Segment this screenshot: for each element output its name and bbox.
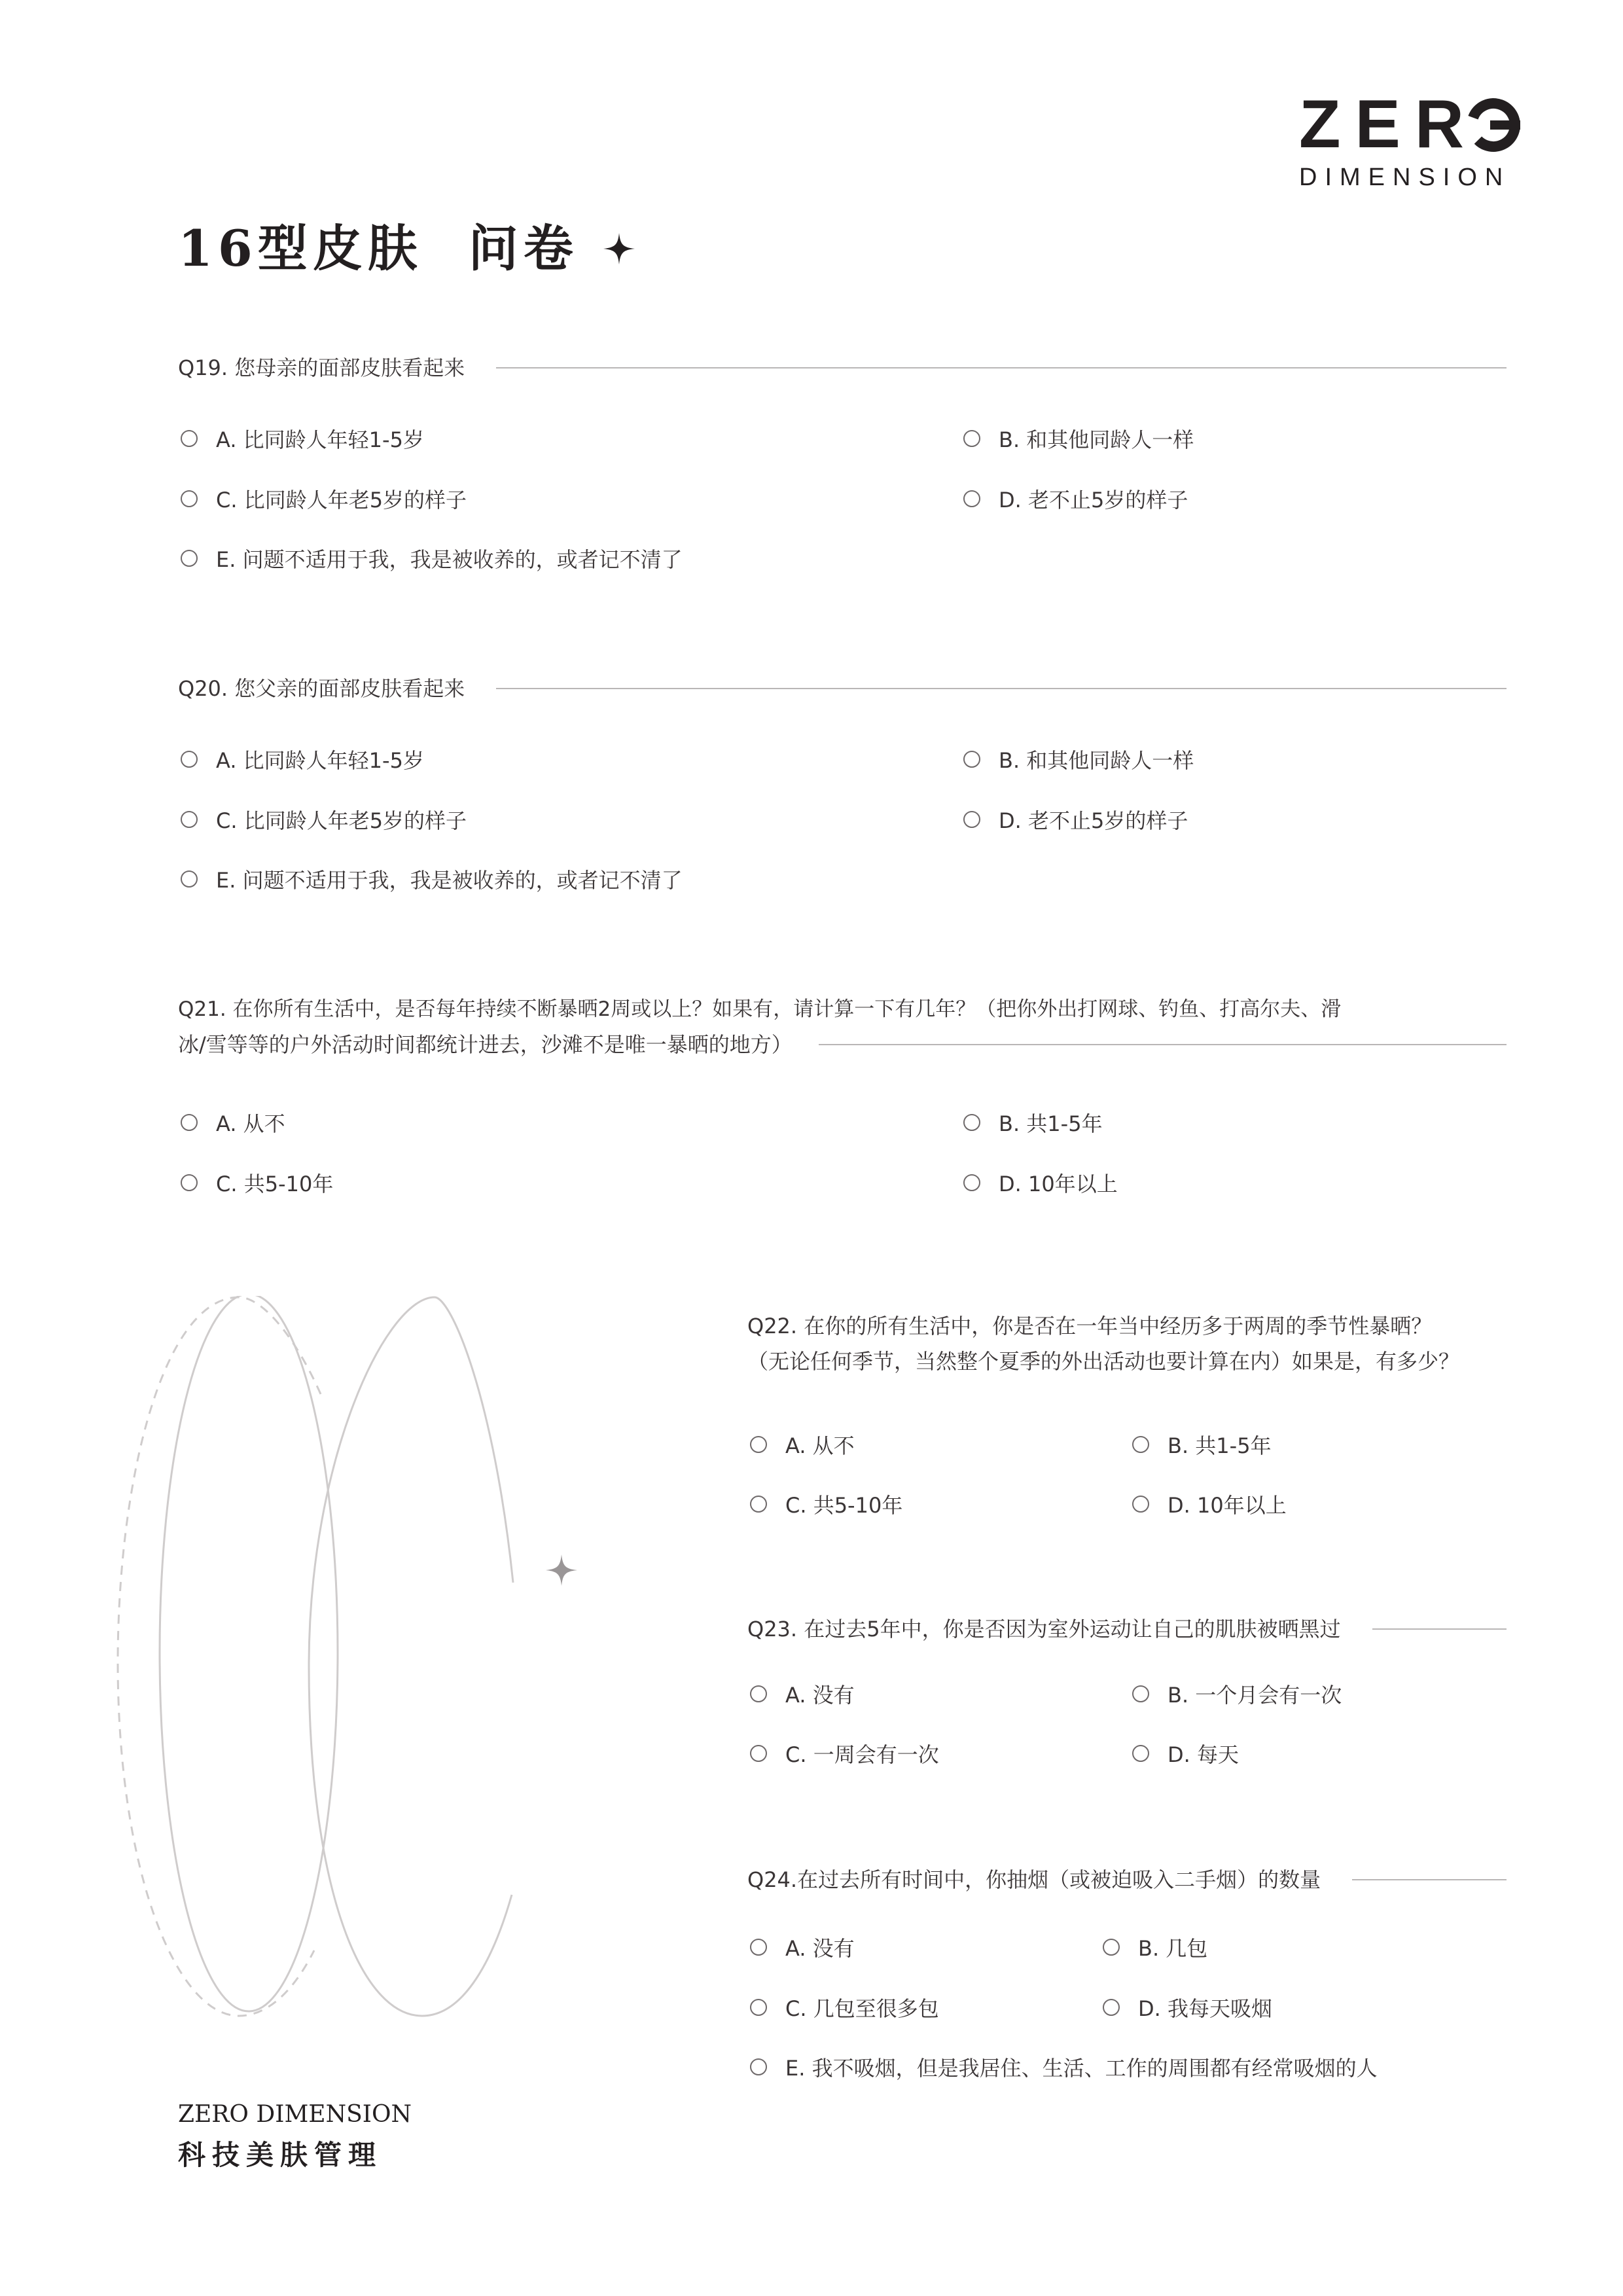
option-q22-b[interactable] [1132, 1428, 1272, 1461]
option-q20-c[interactable] [181, 803, 467, 836]
option-q24-e[interactable] [750, 2051, 1378, 2083]
option-q23-b[interactable] [1132, 1677, 1342, 1710]
option-q21-b[interactable] [963, 1106, 1103, 1139]
option-q20-b[interactable] [963, 743, 1194, 776]
logo-wordmark: ZER [1299, 86, 1478, 162]
question-text-line2: （无论任何季节，当然整个夏季的外出活动也要计算在内）如果是，有多少？ [747, 1349, 1460, 1374]
decorative-orbits [98, 1296, 596, 2055]
radio-button[interactable] [181, 430, 198, 447]
question-text: Q24.在过去所有时间中，你抽烟（或被迫吸入二手烟）的数量 [747, 1867, 1321, 1892]
option-label: A. 比同龄人年轻1-5岁 [216, 427, 424, 452]
option-q19-e[interactable] [181, 542, 683, 575]
radio-button[interactable] [181, 490, 198, 507]
option-label: B. 和其他同龄人一样 [999, 748, 1194, 773]
option-label: C. 比同龄人年老5岁的样子 [216, 808, 467, 833]
radio-button[interactable] [181, 870, 198, 888]
radio-button[interactable] [181, 811, 198, 828]
option-q24-b[interactable] [1103, 1931, 1207, 1964]
radio-button[interactable] [750, 2058, 767, 2075]
option-q22-c[interactable] [750, 1488, 902, 1520]
orbit-ellipse-left [160, 1296, 338, 2011]
sparkle-icon [602, 232, 636, 266]
option-label: D. 每天 [1168, 1742, 1239, 1767]
radio-button[interactable] [750, 1745, 767, 1762]
logo-subtitle: DIMENSION [1299, 164, 1511, 191]
option-q24-a[interactable] [750, 1931, 855, 1964]
title-part1: 16型皮肤 [178, 219, 423, 278]
option-label: B. 共1-5年 [999, 1111, 1103, 1136]
title-part2: 问卷 [468, 219, 579, 278]
option-label: E. 问题不适用于我，我是被收养的，或者记不清了 [216, 547, 683, 572]
question-text: Q20. 您父亲的面部皮肤看起来 [178, 676, 465, 701]
radio-button[interactable] [1132, 1436, 1149, 1453]
question-text: Q19. 您母亲的面部皮肤看起来 [178, 355, 465, 380]
option-q23-a[interactable] [750, 1677, 855, 1710]
option-label: C. 共5-10年 [785, 1493, 903, 1518]
radio-button[interactable] [1132, 1496, 1149, 1513]
option-q21-d[interactable] [963, 1166, 1118, 1199]
option-q21-c[interactable] [181, 1166, 333, 1199]
question-rule [1352, 1879, 1507, 1880]
radio-button[interactable] [963, 1114, 980, 1131]
brand-logo [1299, 85, 1528, 164]
question-rule [1372, 1628, 1507, 1630]
radio-button[interactable] [181, 550, 198, 567]
option-q24-d[interactable] [1103, 1991, 1272, 2024]
radio-button[interactable] [750, 1496, 767, 1513]
radio-button[interactable] [1103, 1939, 1120, 1956]
option-label: C. 比同龄人年老5岁的样子 [216, 488, 467, 512]
question-q19 [178, 350, 1507, 386]
radio-button[interactable] [181, 751, 198, 768]
option-label: C. 共5-10年 [216, 1172, 334, 1196]
option-label: A. 没有 [785, 1936, 855, 1961]
option-label: B. 共1-5年 [1168, 1433, 1272, 1458]
option-label: A. 没有 [785, 1683, 855, 1708]
radio-button[interactable] [1132, 1685, 1149, 1702]
question-rule [496, 367, 1507, 368]
radio-button[interactable] [750, 1436, 767, 1453]
option-label: D. 我每天吸烟 [1138, 1996, 1272, 2021]
option-label: C. 几包至很多包 [785, 1996, 939, 2021]
page-title [178, 213, 636, 285]
question-rule [496, 688, 1507, 689]
option-q19-c[interactable] [181, 482, 467, 515]
orbit-sparkle-icon [546, 1554, 577, 1586]
question-q22 [747, 1308, 1507, 1379]
question-q21 [178, 992, 1507, 1062]
option-q22-d[interactable] [1132, 1488, 1287, 1520]
option-q22-a[interactable] [750, 1428, 855, 1461]
question-text-line1: Q22. 在你的所有生活中，你是否在一年当中经历多于两周的季节性暴晒？ [747, 1314, 1433, 1338]
option-q20-a[interactable] [181, 743, 424, 776]
orbit-arc-right [309, 1297, 513, 2016]
option-q19-d[interactable] [963, 482, 1188, 515]
logo-ring-icon [1465, 97, 1522, 153]
option-q24-c[interactable] [750, 1991, 939, 2024]
option-q19-b[interactable] [963, 422, 1194, 455]
option-label: D. 10年以上 [1168, 1493, 1287, 1518]
option-label: B. 几包 [1138, 1936, 1208, 1961]
footer-brand-cn: 科技美肤管理 [178, 2139, 383, 2171]
radio-button[interactable] [963, 490, 980, 507]
radio-button[interactable] [181, 1174, 198, 1191]
option-label: E. 问题不适用于我，我是被收养的，或者记不清了 [216, 868, 683, 893]
question-q20 [178, 671, 1507, 706]
option-label: B. 一个月会有一次 [1168, 1683, 1342, 1708]
footer-brand-en: ZERO DIMENSION [178, 2101, 412, 2128]
radio-button[interactable] [750, 1939, 767, 1956]
radio-button[interactable] [963, 430, 980, 447]
option-label: A. 从不 [216, 1111, 285, 1136]
option-label: D. 老不止5岁的样子 [999, 808, 1188, 833]
option-q19-a[interactable] [181, 422, 424, 455]
radio-button[interactable] [1132, 1745, 1149, 1762]
question-q23 [747, 1611, 1507, 1647]
question-rule [819, 1044, 1507, 1045]
radio-button[interactable] [963, 751, 980, 768]
question-text-line1: Q21. 在你所有生活中，是否每年持续不断暴晒2周或以上？如果有，请计算一下有几年？（把你外出打网球、钓鱼、打高尔夫、滑 [178, 997, 1342, 1021]
question-text-line2: 冰/雪等等的户外活动时间都统计进去，沙滩不是唯一暴晒的地方） [178, 1032, 793, 1057]
orbit-arc-dashed [118, 1297, 321, 2016]
option-label: B. 和其他同龄人一样 [999, 427, 1194, 452]
radio-button[interactable] [963, 1174, 980, 1191]
question-q24 [747, 1862, 1507, 1897]
option-label: D. 老不止5岁的样子 [999, 488, 1188, 512]
option-label: D. 10年以上 [999, 1172, 1118, 1196]
option-q21-a[interactable] [181, 1106, 285, 1139]
radio-button[interactable] [963, 811, 980, 828]
option-label: E. 我不吸烟，但是我居住、生活、工作的周围都有经常吸烟的人 [785, 2056, 1378, 2081]
option-label: C. 一周会有一次 [785, 1742, 939, 1767]
option-q20-d[interactable] [963, 803, 1188, 836]
option-label: A. 比同龄人年轻1-5岁 [216, 748, 424, 773]
option-q20-e[interactable] [181, 863, 683, 895]
radio-button[interactable] [750, 1685, 767, 1702]
question-text: Q23. 在过去5年中，你是否因为室外运动让自己的肌肤被晒黑过 [747, 1617, 1341, 1641]
option-q23-d[interactable] [1132, 1737, 1239, 1770]
radio-button[interactable] [750, 1999, 767, 2016]
option-q23-c[interactable] [750, 1737, 939, 1770]
radio-button[interactable] [181, 1114, 198, 1131]
radio-button[interactable] [1103, 1999, 1120, 2016]
option-label: A. 从不 [785, 1433, 855, 1458]
